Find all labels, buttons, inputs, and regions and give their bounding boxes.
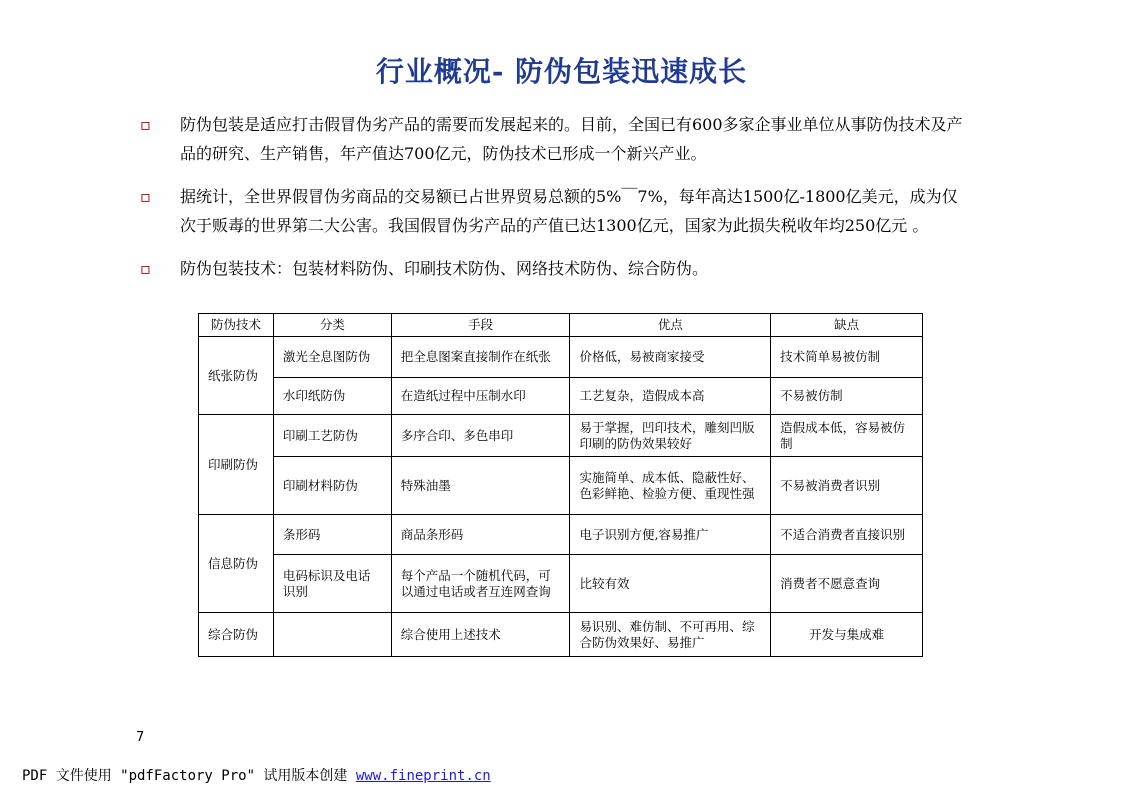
bullet-list (140, 110, 970, 297)
square-bullet-icon: ▫ (140, 115, 151, 134)
table-row (199, 457, 923, 515)
table-header: 优点 (570, 314, 771, 337)
bullet-item (140, 110, 970, 168)
table-cell: 易识别、难仿制、不可再用、综合防伪效果好、易推广 (570, 613, 771, 657)
table-header: 缺点 (771, 314, 923, 337)
table-row (199, 613, 923, 657)
table-cell: 激光全息图防伪 (273, 337, 391, 378)
table-cell: 工艺复杂，造假成本高 (570, 378, 771, 415)
table-cell: 技术简单易被仿制 (771, 337, 923, 378)
table-cell: 易于掌握，凹印技术，雕刻凹版印刷的防伪效果较好 (570, 415, 771, 457)
table-cell: 比较有效 (570, 555, 771, 613)
table-cell: 印刷工艺防伪 (273, 415, 391, 457)
table-cell: 电码标识及电话识别 (273, 555, 391, 613)
group-cell: 综合防伪 (199, 613, 274, 657)
footer-text: PDF 文件使用 "pdfFactory Pro" 试用版本创建 (22, 768, 356, 784)
table-cell: 不适合消费者直接识别 (771, 515, 923, 555)
table-cell: 不易被仿制 (771, 378, 923, 415)
table-cell (273, 613, 391, 657)
bullet-text: 防伪包装是适应打击假冒伪劣产品的需要而发展起来的。目前，全国已有600多家企事业单位从事防伪技术及产品的研究、生产销售，年产值达700亿元，防伪技术已形成一个新兴产业。 (180, 115, 963, 163)
table-row (199, 337, 923, 378)
table-header-row (199, 314, 923, 337)
table-cell: 在造纸过程中压制水印 (391, 378, 570, 415)
table-cell: 开发与集成难 (771, 613, 923, 657)
table-cell: 水印纸防伪 (273, 378, 391, 415)
table-row (199, 515, 923, 555)
footer-link[interactable]: www.fineprint.cn (355, 768, 491, 784)
table-cell: 多序合印、多色串印 (391, 415, 570, 457)
table-cell: 造假成本低，容易被仿制 (771, 415, 923, 457)
table-cell: 综合使用上述技术 (391, 613, 570, 657)
pdf-footer (22, 765, 491, 785)
table-cell: 条形码 (273, 515, 391, 555)
bullet-item (140, 182, 970, 240)
group-cell: 印刷防伪 (199, 415, 274, 515)
square-bullet-icon: ▫ (140, 187, 151, 206)
table-row (199, 415, 923, 457)
table-row (199, 555, 923, 613)
page-number: 7 (136, 730, 145, 745)
table-cell: 不易被消费者识别 (771, 457, 923, 515)
table-cell: 价格低，易被商家接受 (570, 337, 771, 378)
group-cell: 信息防伪 (199, 515, 274, 613)
slide-title: 行业概况- 防伪包装迅速成长 (375, 55, 748, 88)
table-row (199, 378, 923, 415)
anti-counterfeit-table (198, 313, 923, 657)
square-bullet-icon: ▫ (140, 259, 151, 278)
table-cell: 把全息图案直接制作在纸张 (391, 337, 570, 378)
table-header: 分类 (273, 314, 391, 337)
bullet-text: 防伪包装技术：包装材料防伪、印刷技术防伪、网络技术防伪、综合防伪。 (180, 259, 709, 278)
bullet-item (140, 254, 970, 283)
table-header: 手段 (391, 314, 570, 337)
table-cell: 电子识别方便,容易推广 (570, 515, 771, 555)
table-cell: 印刷材料防伪 (273, 457, 391, 515)
group-cell: 纸张防伪 (199, 337, 274, 415)
table-cell: 商品条形码 (391, 515, 570, 555)
table-header: 防伪技术 (199, 314, 274, 337)
table-cell: 消费者不愿意查询 (771, 555, 923, 613)
table-cell: 每个产品一个随机代码，可以通过电话或者互连网查询 (391, 555, 570, 613)
table-cell: 实施简单、成本低、隐蔽性好、色彩鲜艳、检验方便、重现性强 (570, 457, 771, 515)
table-cell: 特殊油墨 (391, 457, 570, 515)
bullet-text: 据统计，全世界假冒伪劣商品的交易额已占世界贸易总额的5%￣7%，每年高达1500亿-1800亿美元，成为仅次于贩毒的世界第二大公害。我国假冒伪劣产品的产值已达1300亿元，国家为此损失税收年均250亿元 。 (180, 187, 958, 235)
